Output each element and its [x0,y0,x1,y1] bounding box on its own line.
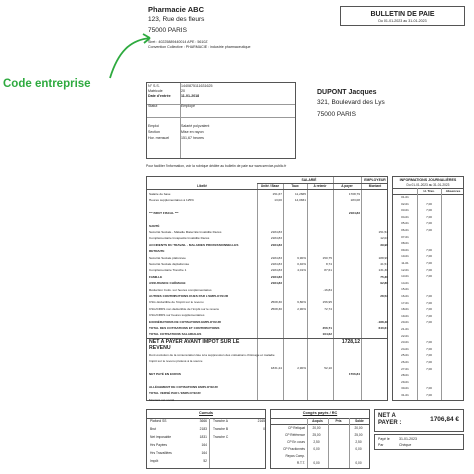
group-employeur: EMPLOYEUR [364,177,386,182]
row-cell: 92,86 [380,281,388,286]
row-cell: 2184,83 [270,229,282,234]
row-cell: 2,90% [297,365,306,370]
row-cell: 1728,12 [341,339,360,346]
daily-hours: 7,00 [426,261,432,265]
daily-date: 17-01 [401,300,409,305]
daily-date: 27-01 [401,366,409,371]
daily-hours: 7,00 [426,221,432,226]
daily-info-box [392,176,464,401]
daily-hours: 7,00 [426,267,432,272]
payment-mode-label: Par [378,443,384,447]
row-cell: 164,62 [322,332,332,337]
row-label: ACCIDENTS DU TRAVAIL - MALADIES PROFESSIONNELLES [149,242,239,247]
payslip-title: BULLETIN DE PAIE [370,11,435,18]
row-label: EXONÉRATIONS DE COTISATIONS EMPLOYEUR [149,319,221,324]
employer-siret: Siret : 40225889440014 APE : 5610Z [148,40,208,44]
cumul-label: Hrs Travaillées [150,451,172,455]
daily-date: 04-01 [401,214,409,219]
row-cell: 131,30 [378,268,388,273]
row-cell: 75,36 [380,274,388,279]
cumul-label: Tranche B [213,427,229,431]
row-cell: 11,2665 [295,191,306,196]
cumul-label: Tranche A [213,419,228,423]
row-label: ASSURANCE CHÔMAGE [149,281,186,286]
row-cell: 2184,83 [270,242,282,247]
daily-date: 19-01 [401,313,409,318]
employee-info-key: Section [148,130,160,134]
cumul-label: Tranche C [213,435,229,439]
row-cell: 72,74 [324,306,332,311]
row-cell: 12,03 [380,236,388,241]
conservation-note: Pour faciliter l'information, voir la rubrique dédiée au bulletin de paie sur www.service-public.fr [146,164,287,168]
row-cell: 52,10 [324,365,332,370]
daily-hours: 7,00 [426,353,432,358]
employee-info-value: 1440875111631625 [181,84,213,88]
daily-info-header: Absences [445,188,461,193]
conges-value: 2,50 [355,439,362,444]
row-label: Complémentaire Incapacité Invalidité Décès [149,236,210,241]
row-cell: 8,74 [325,261,332,266]
row-label: FAMILLE [149,274,163,279]
daily-date: 15-01 [401,287,409,292]
row-label: TOTAL DES COTISATIONS ET CONTRIBUTIONS [149,325,220,330]
daily-date: 28-01 [401,373,409,378]
conges-label: R.T.T. [296,460,305,465]
payroll-table [146,176,388,401]
employee-info-key: Statut [148,104,158,108]
row-label: Sécurité Sociale plafonnée [149,255,186,260]
daily-date: 03-01 [401,208,409,213]
cumul-value: 1831 [199,435,207,439]
daily-date: 09-01 [401,247,409,252]
row-cell: 14,0831 [294,197,306,202]
conges-header: Solde [355,418,364,423]
row-label: Sécurité Sociale déplafonnée [149,261,190,266]
daily-date: 31-01 [401,393,409,397]
daily-hours: 7,00 [426,393,432,397]
conges-value: 0,00 [355,460,362,465]
daily-date: 06-01 [401,228,409,232]
cumul-value: 2165 [257,419,265,423]
daily-hours: 7,00 [426,214,432,219]
row-cell: 183,08 [350,197,360,202]
employee-info-key: Hor. mensuel [148,136,170,140]
employee-info-value: Salarié polyvalent [181,124,210,128]
row-label: TOTAL VERSÉ PAR L'EMPLOYEUR [149,391,201,396]
row-label: Sécurité Sociale - Maladie Maternité Invalidité Décès [149,229,222,234]
cumul-value: 52 [203,459,207,463]
row-cell: 1706,84 [348,371,360,376]
daily-date: 30-01 [401,386,409,391]
daily-hours: 7,00 [426,360,432,364]
conges-label: CP Fractionnés [283,446,305,451]
net-payer-label: NET A PAYER : [378,413,402,426]
row-cell: 2,90% [297,306,306,311]
cumul-value: 3666 [199,419,207,423]
row-cell: 2184,83 [348,210,360,215]
table-column-header: Libellé [196,183,208,188]
row-label: NET PAYÉ EN EUROS [149,371,181,376]
daily-date: 24-01 [401,346,409,351]
conges-title: Congés payés / RC [302,411,338,415]
conges-value: 0,00 [355,446,362,451]
cumul-label: Impôt [150,459,159,463]
row-label: CSG/CRDS sur heures supplémentaires [149,313,205,318]
daily-date: 21-01 [401,327,409,331]
daily-hours: 7,00 [426,366,432,371]
row-cell: 151,54 [378,229,388,234]
daily-date: 11-01 [401,261,409,265]
row-cell: 2184,83 [270,268,282,273]
row-cell: 6,80% [297,300,306,305]
daily-hours: 7,00 [426,254,432,259]
cumul-label: Hrs Payées [150,443,168,447]
employee-name: DUPONT Jacques [317,89,377,96]
row-label: AUTRES CONTRIBUTIONS DUES PAR L'EMPLOYEUR [149,293,229,298]
table-column-header: A payer [341,183,353,188]
title-box [340,6,465,26]
row-cell: 1831,24 [270,365,282,370]
daily-date: 26-01 [401,360,409,364]
daily-date: 02-01 [401,201,409,206]
cumul-value: 164 [201,443,207,447]
row-cell: 4,01% [297,268,306,273]
row-cell: 151,67 [272,191,282,196]
table-column-header: Montant [368,183,382,188]
row-label: *** BRUT FISCAL *** [149,210,179,215]
conges-label: CP Référence [285,432,305,437]
row-label: Réduction Cotis. sur heures complémentaires [149,287,212,292]
daily-hours: 7,00 [426,307,432,312]
row-label: RETRAITE [149,249,165,254]
daily-hours: 7,00 [426,346,432,351]
daily-hours: 7,00 [426,208,432,213]
row-cell: 13,00 [274,197,282,202]
row-cell: 2508,30 [270,306,282,311]
daily-date: 29-01 [401,379,409,384]
daily-date: 14-01 [401,280,409,285]
employee-info-value: Employé [181,104,195,108]
table-column-header: Unité / Base [260,183,280,188]
row-cell: -16,84 [323,287,332,292]
row-cell: 2184,83 [270,281,282,286]
row-label: Impôt sur le revenu prélevé à la source [149,359,203,364]
daily-date: 01-01 [401,195,409,199]
cumuls-title: Cumuls [199,411,213,415]
daily-info-period: Du 01-01-2023 au 31-01-2023 [406,183,450,187]
daily-date: 08-01 [401,241,409,246]
row-label: TOTAL COTISATIONS SALARIALES [149,332,202,337]
employee-street: 321, Boulevard des Lys [317,99,385,106]
row-label: CSG/CRDS non déductible de l'impôt sur le revenu [149,306,220,311]
row-label: SANTÉ [149,223,160,228]
daily-date: 20-01 [401,320,409,325]
row-label: Heures supplémentaires à 125% [149,197,194,202]
daily-info-header: H. Trav. [423,188,435,193]
row-cell: 2184,83 [270,255,282,260]
cumul-label: Plafond SS [150,419,167,423]
daily-date: 18-01 [401,307,409,312]
net-payer-box [374,409,464,432]
row-cell: 2184,83 [270,261,282,266]
row-label: ALLÈGEMENT DE COTISATIONS EMPLOYEUR [149,384,218,389]
daily-hours: 7,00 [426,247,432,252]
daily-date: 05-01 [401,221,409,226]
row-cell: 0,40% [297,261,306,266]
daily-date: 12-01 [401,267,409,272]
row-cell: 2508,30 [270,300,282,305]
row-cell: 2184,83 [270,274,282,279]
row-cell: 156,95 [322,300,332,305]
daily-date: 13-01 [401,274,409,279]
row-label: NET A PAYER AVANT IMPOT SUR LE REVENU [149,339,240,351]
daily-hours: 7,00 [426,300,432,305]
cumuls-box [146,409,266,469]
cumul-value: 0 [263,427,265,431]
daily-hours: 7,00 [426,228,432,232]
row-cell: 640,61 [378,325,388,330]
payslip-period: Du 01-01-2023 au 31-01-2023 [378,19,427,23]
row-label: Salaire de base [149,191,171,196]
table-row [147,338,387,352]
daily-hours: 7,00 [426,386,432,391]
daily-hours: 7,00 [426,313,432,318]
cumul-label: Brut [150,427,157,431]
annotation-label: Code entreprise [3,78,91,90]
table-column-header: A retenir [313,183,327,188]
row-label: Complémentaire Tranche 1 [149,268,187,273]
conges-label: Repos Comp. [285,453,305,458]
row-cell: 188,99 [378,255,388,260]
row-cell: 456,71 [322,325,332,330]
cumul-value: 2183 [199,427,207,431]
payment-mode: Chèque [399,443,412,447]
net-payer-amount: 1706,84 € [430,416,459,423]
row-cell: 87,61 [324,268,332,273]
payment-date-label: Payé le [378,437,390,441]
conges-value: 0,00 [313,446,320,451]
row-cell: -188,48 [377,319,388,324]
employer-name: Pharmacie ABC [148,5,204,14]
table-column-header: Taux [291,183,299,188]
row-label: Dont évolution de la rémunération liée à la suppression des cotisations chômage et maladie [149,352,275,357]
payment-box [374,434,464,450]
conges-value: 0,00 [313,460,320,465]
row-cell: 2184,83 [270,236,282,241]
conges-value: 20,00 [312,425,321,430]
group-salarie: SALARIÉ [301,177,317,182]
conges-label: CP Reliquat [288,425,305,430]
daily-hours: 7,00 [426,320,432,325]
payment-date: 31-01-2023 [399,437,417,441]
daily-hours: 7,00 [426,274,432,279]
conges-value: 2,50 [313,439,320,444]
row-label: CSG déductible de l'impôt sur le revenu [149,300,204,305]
employee-info-key: Date d'entrée [148,94,171,98]
cumul-label: Net imposable [150,435,172,439]
daily-date: 07-01 [401,234,409,239]
row-cell: 41,51 [380,261,388,266]
employee-info-key: N° S.S. [148,84,160,88]
conges-box [270,409,370,469]
daily-hours: 7,00 [426,340,432,345]
table-row [147,397,387,403]
row-cell: 39,96 [380,242,388,247]
daily-date: 16-01 [401,294,409,298]
conges-label: CP En cours [287,439,305,444]
row-label: Montant net social [149,397,175,402]
daily-hours: 7,00 [426,201,432,206]
employee-info-value: Mise en rayon [181,130,204,134]
row-cell: 1708,79 [348,191,360,196]
conges-value: 25,00 [312,432,321,437]
daily-date: 22-01 [401,333,409,338]
employee-info-value: 11-01-2018 [181,94,200,98]
daily-date: 25-01 [401,353,409,358]
row-cell: 28,53 [380,293,388,298]
conges-value: 25,00 [354,432,363,437]
row-cell: 6,90% [297,255,306,260]
employer-convention: Convention Collective : PHARMACIE : industrie pharmaceutique [148,45,251,49]
cumul-value: 164 [201,451,207,455]
employer-street: 123, Rue des fleurs [148,16,205,23]
daily-hours: 7,00 [426,294,432,298]
daily-date: 10-01 [401,254,409,259]
employee-city: 75000 PARIS [317,111,356,118]
employee-info-value: 151,67 heures [181,136,204,140]
employer-city: 75000 PARIS [148,27,187,34]
conges-value: 20,00 [354,425,363,430]
employee-info-value: 20 [181,89,185,93]
daily-date: 23-01 [401,340,409,345]
conges-header: Pris [335,418,342,423]
employee-info-key: Emploi [148,124,159,128]
row-cell: 150,75 [322,255,332,260]
conges-header: Acquis [312,418,323,423]
employee-info-key: Matricule [148,89,163,93]
daily-info-title: INFORMATIONS JOURNALIÈRES [399,178,457,182]
